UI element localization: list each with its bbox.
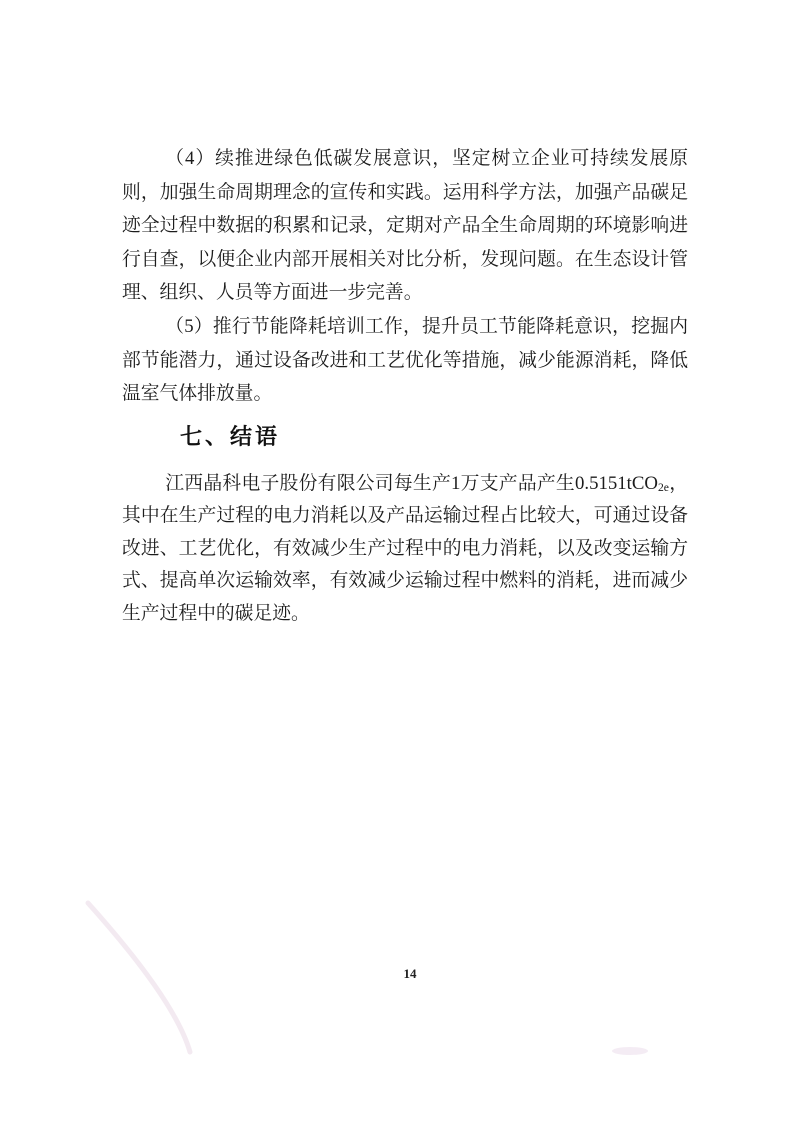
body-text-top	[122, 142, 688, 411]
conclusion-paragraph	[122, 468, 688, 630]
co2e-subscript: 2e	[657, 481, 669, 495]
body-text-conclusion	[122, 468, 688, 630]
conclusion-text-after: ，其中在生产过程的电力消耗以及产品运输过程占比较大，可通过设备改进、工艺优化，有效减少生产过程中的电力消耗，以及改变运输方式、提高单次运输效率，有效减少运输过程中燃料的消耗，进而减少生产过程中的碳足迹。	[122, 473, 688, 624]
section-heading: 七、结语	[180, 424, 281, 449]
paragraph-5: （5）推行节能降耗培训工作，提升员工节能降耗意识，挖掘内部节能潜力，通过设备改进和工艺优化等措施，减少能源消耗，降低温室气体排放量。	[122, 315, 688, 405]
scan-smudge-mark	[612, 1047, 648, 1055]
conclusion-text-before: 江西晶科电子股份有限公司每生产1万支产品产生0.5151tCO	[165, 473, 658, 494]
page-number: 14	[403, 966, 417, 981]
paragraph-4: （4）续推进绿色低碳发展意识，坚定树立企业可持续发展原则，加强生命周期理念的宣传和实践。运用科学方法，加强产品碳足迹全过程中数据的积累和记录，定期对产品全生命周期的环境影响进行自查，以便企业内部开展相关对比分析，发现问题。在生态设计管理、组织、人员等方面进一步完善。	[122, 148, 688, 304]
